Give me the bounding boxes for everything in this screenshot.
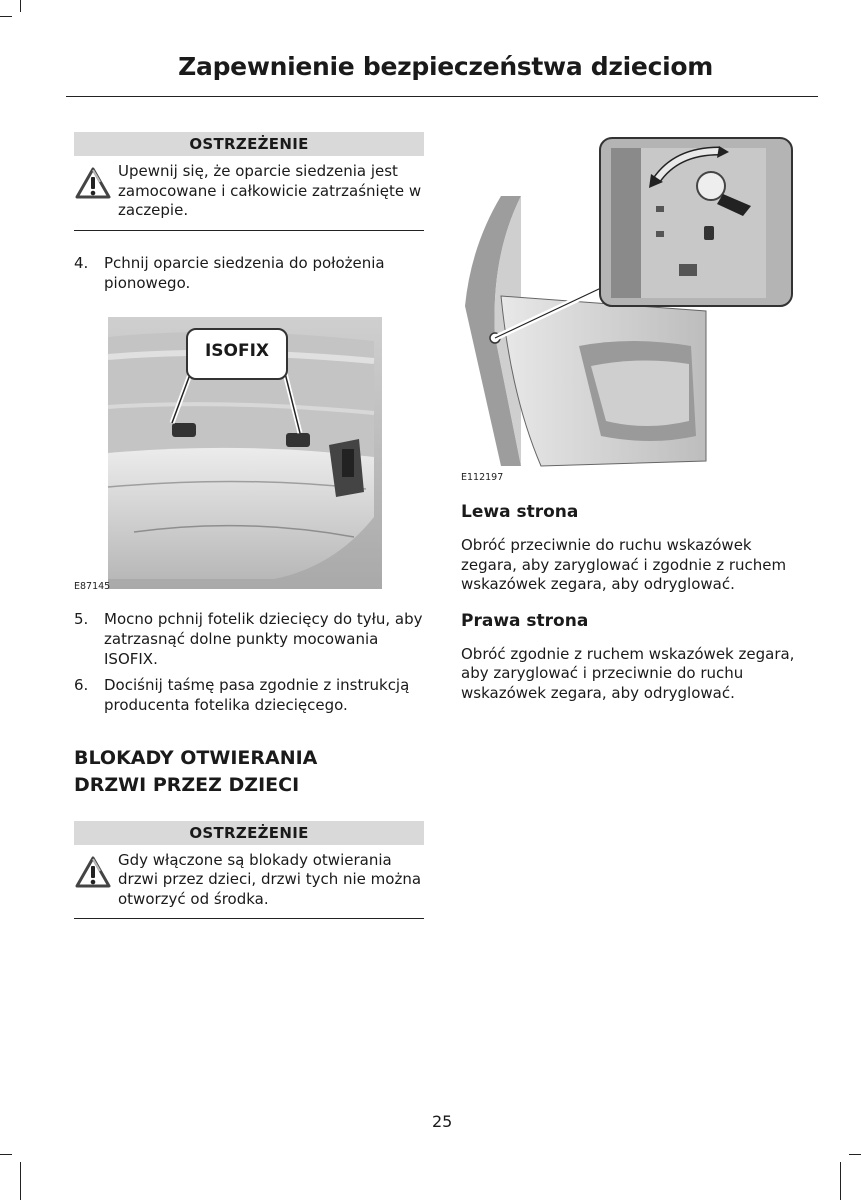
right-column <box>461 136 811 703</box>
door-illustration <box>461 136 811 476</box>
steps-list <box>74 253 424 293</box>
left-side-heading: Lewa strona <box>461 502 579 522</box>
figure-id: E87145 <box>74 580 111 592</box>
step-number: 5. <box>74 609 89 628</box>
crop-mark <box>840 1162 841 1200</box>
left-column <box>74 132 424 919</box>
door-lock-figure <box>461 136 811 486</box>
right-side-heading: Prawa strona <box>461 610 589 631</box>
list-item <box>74 609 424 669</box>
crop-mark <box>0 16 12 17</box>
right-side-text: Obróć zgodnie z ruchem wskazówek zegara, aby zaryglować i przeciwnie do ruchu wskazówek zegara, aby odryglować. <box>461 644 795 702</box>
warning-text: Upewnij się, że oparcie siedzenia jest zamocowane i całkowicie zatrzaśnięte w zaczepie. <box>118 162 422 219</box>
crop-mark <box>20 0 21 12</box>
step-number: 4. <box>74 253 89 272</box>
warning-box <box>74 821 424 920</box>
warning-label: OSTRZEŻENIE <box>74 821 424 845</box>
step-text: Pchnij oparcie siedzenia do położenia pionowego. <box>104 253 385 292</box>
steps-list <box>74 609 424 715</box>
step-text: Mocno pchnij fotelik dziecięcy do tyłu, aby zatrzasnąć dolne punkty mocowania ISOFIX. <box>104 609 423 668</box>
warning-body <box>74 156 424 231</box>
figure-id: E112197 <box>461 472 504 483</box>
warning-box <box>74 132 424 231</box>
isofix-callout-label: ISOFIX <box>204 340 270 361</box>
section-heading: BLOKADY OTWIERANIA DRZWI PRZEZ DZIECI <box>74 746 318 796</box>
crop-mark <box>849 1154 861 1155</box>
header-rule <box>66 96 818 97</box>
page-number: 25 <box>432 1112 453 1131</box>
list-item <box>74 675 424 715</box>
page-title: Zapewnienie bezpieczeństwa dzieciom <box>178 52 713 81</box>
warning-triangle-icon <box>74 162 118 204</box>
crop-mark <box>20 1162 21 1200</box>
step-text: Dociśnij taśmę pasa zgodnie z instrukcją producenta fotelika dziecięcego. <box>104 675 410 714</box>
isofix-figure <box>74 317 424 597</box>
warning-label: OSTRZEŻENIE <box>74 132 424 156</box>
step-number: 6. <box>74 675 89 694</box>
warning-body <box>74 845 424 920</box>
warning-triangle-icon <box>74 851 118 893</box>
left-side-text: Obróć przeciwnie do ruchu wskazówek zegara, aby zaryglować i zgodnie z ruchem wskazówek zegara, aby odryglować. <box>461 536 787 593</box>
list-item <box>74 253 424 293</box>
crop-mark <box>0 1154 12 1155</box>
warning-text: Gdy włączone są blokady otwierania drzwi przez dzieci, drzwi tych nie można otworzyć od środka. <box>118 850 422 908</box>
